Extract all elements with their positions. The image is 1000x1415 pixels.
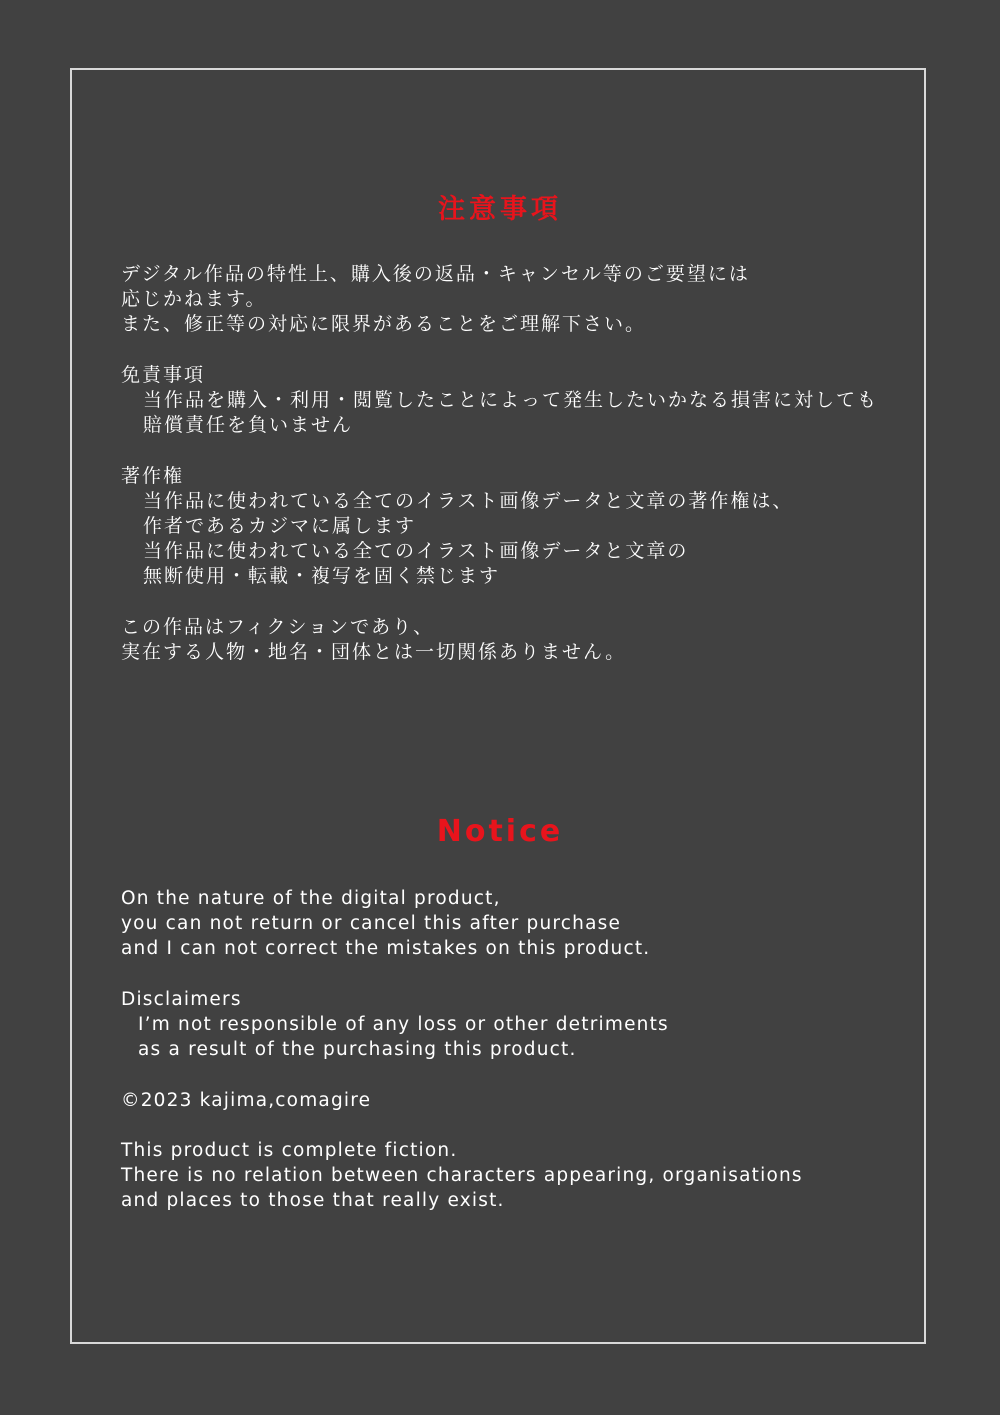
jp-disclaimer-line: 当作品を購入・利用・閲覧したことによって発生したいかなる損害に対しても [143, 388, 879, 411]
en-intro-line: you can not return or cancel this after purchase [121, 913, 622, 935]
en-intro-line: On the nature of the digital product, [121, 888, 501, 909]
en-fiction-line: This product is complete fiction. [121, 1139, 458, 1161]
jp-intro-line: 応じかねます。 [121, 288, 267, 311]
jp-copyright-line: 作者であるカジマに属します [143, 514, 417, 537]
en-fiction-line: and places to those that really exist. [121, 1190, 505, 1212]
notice-heading-japanese: 注意事項 [438, 194, 562, 225]
jp-fiction-line: この作品はフィクションであり、 [121, 615, 435, 638]
jp-disclaimer-title: 免責事項 [121, 363, 206, 386]
en-disclaimer-title: Disclaimers [121, 988, 242, 1010]
jp-copyright-line: 当作品に使われている全てのイラスト画像データと文章の著作権は、 [143, 489, 794, 512]
jp-intro-line: また、修正等の対応に限界があることをご理解下さい。 [121, 313, 647, 336]
english-notice-block [121, 886, 921, 1213]
jp-fiction-line: 実在する人物・地名・団体とは一切関係ありません。 [121, 640, 627, 663]
notice-heading-english: Notice [436, 814, 564, 849]
en-disclaimer-line: as a result of the purchasing this product. [138, 1039, 577, 1061]
en-disclaimer-line: I’m not responsible of any loss or other detriments [138, 1013, 669, 1035]
en-intro-line: and I can not correct the mistakes on this product. [121, 938, 651, 960]
jp-disclaimer-line: 賠償責任を負いません [143, 414, 354, 437]
en-copyright-line: ©2023 kajima,comagire [121, 1089, 372, 1111]
en-fiction-line: There is no relation between characters appearing, organisations [121, 1165, 803, 1187]
jp-copyright-line: 当作品に使われている全てのイラスト画像データと文章の [143, 540, 689, 563]
jp-intro-line: デジタル作品の特性上、購入後の返品・キャンセル等のご要望には [121, 263, 750, 285]
jp-copyright-line: 無断使用・転載・複写を固く禁じます [143, 565, 501, 588]
jp-copyright-title: 著作権 [121, 464, 185, 487]
japanese-notice-block [121, 262, 921, 665]
